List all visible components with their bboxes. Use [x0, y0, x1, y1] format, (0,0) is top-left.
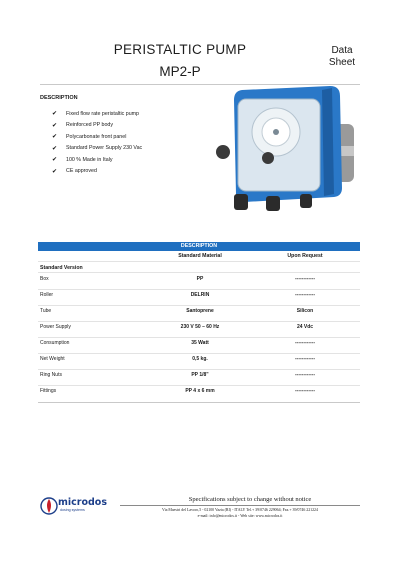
rotor-hub — [273, 129, 279, 135]
table-title-bar: DESCRIPTION — [38, 242, 360, 251]
row-label: Fittings — [40, 388, 57, 394]
doc-type-label — [322, 45, 362, 69]
row-divider — [38, 289, 360, 290]
row-request-value: ------------ — [295, 276, 315, 282]
row-standard-value: DELRIN — [190, 292, 210, 298]
row-standard-value: PP — [196, 276, 204, 282]
row-request-value: ------------ — [295, 388, 315, 394]
row-divider — [38, 321, 360, 322]
row-divider — [38, 337, 360, 338]
model-name: MP2-P — [159, 64, 201, 79]
address-line: Via Maestri del Lavoro,5 - 02100 Vazia (RI) - ITALY Tel.+ 39/0746 229064; Fax.+ 39/0746 221224 — [162, 508, 318, 512]
row-divider — [38, 261, 360, 262]
table-bottom-rule — [38, 402, 360, 403]
row-standard-value: 0,5 kg. — [192, 356, 208, 362]
feature-list — [52, 108, 142, 177]
row-label: Tube — [40, 308, 52, 314]
feature-text: Standard Power Supply 230 Vac — [66, 145, 143, 152]
feature-item — [52, 154, 142, 166]
section-label: Standard Version — [40, 265, 83, 271]
check-icon: ✔ — [52, 134, 58, 141]
row-divider — [38, 272, 360, 273]
logo-drop-icon — [47, 499, 51, 513]
row-label: Net Weight — [40, 356, 65, 362]
feature-text: Reinforced PP body — [66, 122, 114, 129]
row-label: Roller — [40, 292, 54, 298]
row-standard-value: PP 4 x 6 mm — [185, 388, 215, 394]
doc-type-line-2: Sheet — [328, 57, 356, 68]
feature-item — [52, 120, 142, 132]
check-icon: ✔ — [52, 157, 58, 164]
footer-divider — [120, 505, 360, 506]
row-request-value: Silicon — [296, 308, 314, 314]
check-icon: ✔ — [52, 111, 58, 118]
row-divider — [38, 353, 360, 354]
contact-line: e-mail: info@microdos.it - Web site: www.microdos.it — [197, 513, 283, 518]
row-standard-value: Santoprene — [186, 308, 214, 314]
left-ring-nut — [234, 194, 248, 210]
feature-text: 100 % Made in Italy — [66, 156, 113, 163]
center-ring-nut — [266, 196, 280, 211]
right-ring-nut — [300, 194, 312, 208]
column-header-request: Upon Request — [287, 253, 323, 259]
row-request-value: 24 Vdc — [296, 324, 314, 330]
page-title: PERISTALTIC PUMP — [113, 42, 247, 57]
check-icon: ✔ — [52, 168, 58, 175]
spec-notice: Specifications subject to change without notice — [188, 496, 312, 503]
doc-type-line-1: Data — [331, 45, 353, 56]
feature-item — [52, 166, 142, 178]
inlet-knob — [216, 145, 230, 159]
row-standard-value: 35 Watt — [191, 340, 209, 346]
row-label: Box — [40, 276, 49, 282]
feature-text: CE approved — [66, 168, 97, 175]
check-icon: ✔ — [52, 122, 58, 129]
row-standard-value: 230 V 50 – 60 Hz — [180, 324, 220, 330]
row-label: Consumption — [40, 340, 70, 346]
row-request-value: ------------ — [295, 356, 315, 362]
feature-text: Fixed flow rate peristaltic pump — [66, 110, 140, 117]
feature-item — [52, 108, 142, 120]
row-request-value: ------------ — [295, 372, 315, 378]
brand-name: microdos — [58, 497, 107, 508]
pump-product-image — [210, 84, 360, 212]
check-icon: ✔ — [52, 145, 58, 152]
row-divider — [38, 369, 360, 370]
row-divider — [38, 385, 360, 386]
row-request-value: ------------ — [295, 292, 315, 298]
outlet-knob — [262, 152, 274, 164]
row-label: Ring Nuts — [40, 372, 62, 378]
description-heading: DESCRIPTION — [40, 95, 78, 101]
brand-tagline: dosing systems — [60, 508, 85, 512]
feature-text: Polycarbonate front panel — [66, 133, 127, 140]
company-address — [120, 508, 360, 519]
row-divider — [38, 305, 360, 306]
feature-item — [52, 131, 142, 143]
pump-body-side — [322, 88, 334, 196]
row-label: Power Supply — [40, 324, 71, 330]
feature-item — [52, 143, 142, 155]
column-header-standard: Standard Material — [178, 253, 222, 259]
row-standard-value: PP 1/8" — [191, 372, 209, 378]
row-request-value: ------------ — [295, 340, 315, 346]
